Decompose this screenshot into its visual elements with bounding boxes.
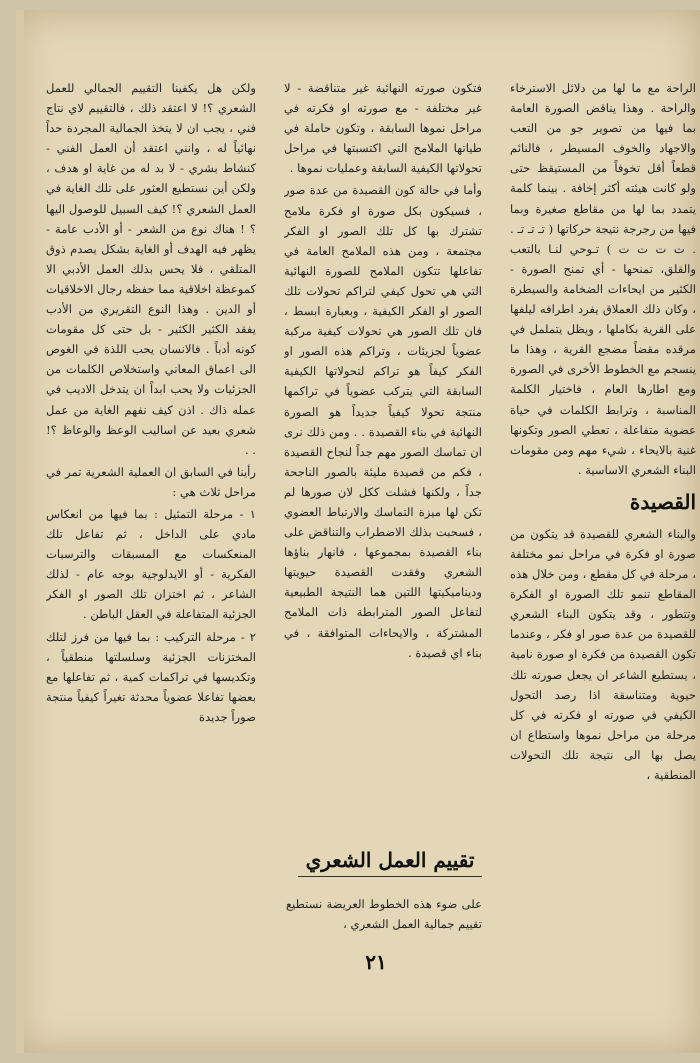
left-paragraph-1: ولكن هل يكفينا التقييم الجمالي للعمل الشعري ؟! لا اعتقد ذلك ، فالتقييم لاي نتاج فني ، يجب ان لا يتخذ الجمالية المجردة حداً نهائياً له ، وانني اعتقد أن العمل الفني - كنشاط بشري - لا بد له من غاية او هدف ، ولكن أين نستطيع العثور على تلك الغاية في العمل الشعري ؟! كيف السبيل للوصول اليها ؟ ! هناك نوع من الشعر - أو الأدب عامة - يظهر فيه الهدف أو الغاية بشكل يصدم ذوق المتلقي ، فلا يحس بذلك العمل الأدبي الا كموعظة اخلاقية مما حفظه رجال الاخلاقيات أو الدين . وهذا النوع التقريري من الأدب يفقد الكثير الكثير - بل حتى كل مقومات كونه أدباً . فالانسان يحب اللذة في الغوص الى اعماق المعاني واستخلاص الكلمات من الجزئيات ولا يحب ابداً ان يتدخل الاديب في عمله ذاك . اذن كيف نفهم الغاية من عمل شعري بعيد عن اساليب الوعظ والوعاظ ؟! . . bbox=[46, 81, 256, 457]
left-paragraph-3: ١ - مرحلة التمثيل : بما فيها من انعكاس مادي على الداخل ، ثم تفاعل تلك المنعكسات مع المسبقات والترسبات الفكرية - أو الايدلوجية بوجه عام - لذلك الشاعر ، ثم اختزان تلك الصور او الفكر الجزئية المتفاعلة في العقل الباطن . bbox=[46, 506, 256, 622]
page-number: ٢١ bbox=[365, 950, 387, 974]
page-edge bbox=[16, 10, 24, 1053]
left-paragraph-4: ٢ - مرحلة التركيب : بما فيها من فرز لتلك المختزنات الجزئية وسلسلتها منطقياً ، وتكديسها في تراكمات كمية ، ثم تفاعلها مع بعضها تفاعلا عضوياً محدثة تغيراً كيفياً منتجة صوراً جديدة bbox=[46, 629, 256, 724]
middle-paragraph-1: فتكون صورته النهائية غير متناقضة - لا غير مختلفة - مع صورته او فكرته في مراحل نموها السابقة ، وتكون حاملة في طياتها الملامح التي اكتسبتها في مراحل تحولاتها الكيفية السابقة وعمليات نموها . bbox=[284, 81, 482, 176]
section-heading-qasida: القصيدة bbox=[629, 489, 696, 514]
magazine-page bbox=[16, 10, 700, 1053]
right-paragraph-2: والبناء الشعري للقصيدة قد يتكون من صورة او فكرة في مراحل نمو مختلفة ، مرحلة في كل مقطع ، ومن خلال هذه المقاطع تنمو تلك الصورة او الفكرة وتتطور ، وقد يتكون البناء الشعري للقصيدة من عدة صور او فكر ، وعندما تكون القصيدة من فكرة او صورة نامية ، يستطيع الشاعر ان يجعل صورته تلك حيوية ومتناسقة اذا رصد التحول الكيفي في صورته او فكرته في كل مرحلة من مراحل نموها واستطاع ان يصل بها الى نتيجة تلك التحولات المنطقية ، bbox=[510, 526, 696, 782]
left-paragraph-2: رأينا في السابق ان العملية الشعرية تمر في مراحل ثلاث هي : bbox=[46, 464, 256, 499]
section-heading-evaluation: تقييم العمل الشعري bbox=[298, 848, 482, 877]
middle-paragraph-2: وأما في حالة كون القصيدة من عدة صور ، فسيكون بكل صورة او فكرة ملامح تشترك بها كل تلك الصور او الفكر مجتمعة ، ومن هذه الملامح العامة في تفاعلها تتكون الملامح للصورة النهائية التي هي تحول كيفي لتراكم تحولات تلك الصور او الفكر الكيفية ، وبعبارة ابسط ، فان تلك الصور هي تحولات كيفية مركبة عضوياً لجزيئات ، وتراكم هذه الصور او الفكر كيفاً هو تراكم لتحولاتها الكيفية السابقة التي يتركب عضوياً في تراكمها منتجة تحولا كيفياً جديداً هو الصورة النهائية في بناء القصيدة . . ومن ذلك نرى ان تماسك الصور مهم جداً لنجاح القصيدة ، فكم من قصيدة مليئة بالصور الناجحة جداً ، ولكنها فشلت ككل لان صورها لم تكن لها ميزة التماسك والارتباط العضوي ، فسحبت بذلك الاضطراب والتناقض على بناء القصيدة بمجموعها ، فانهار بناؤها الشعري وفقدت القصيدة حيويتها وديناميكيتها اللتين هما النتيجة الطبيعية لتفاعل الصور المترابطة ذات الملامح المشتركة ، والايحاءات المتوافقة ، في بناء اي قصيدة . bbox=[284, 183, 482, 660]
right-paragraph-1: الراحة مع ما لها من دلائل الاسترخاء والراحة . وهذا يناقض الصورة العامة بما فيها من تصوير جو من التعب والاجهاد والخوف المسيطر ، فالنائم قطعاً أقل تخوفاً من المستيقظ حتى ولو كانت هيئته أكثر إخافة . بينما كلمة يتمدد بما لها من مقاطع صغيرة وبما فيها من رجرجة نتيجة حركاتها ( تـ تـ تـ . . ت ت ت ت ) تـوحي لنـا بالتعب والقلق، تمنحها - أي تمنح الصورة - الكثير من ايحاءات الضخامة والسيطرة ، وكان ذلك العملاق يفرد اطرافه ليلفها على القرية بكاملها ، ويظل يتململ في مرقده مقضاً مضجع القرية ، وهذا ما ينسجم مع الخطوط الأخرى في الصورة ومع اطارها العام ، فاختيار الكلمة المناسبة ، وترابط الكلمات في حياة عضوية متفاعلة ، تعطي الصور وتكونها غنية بالايحاء ، شيء مهم ومن مقومات البناء الشعري الاساسية . bbox=[510, 81, 696, 477]
right-column bbox=[510, 78, 696, 978]
middle-column bbox=[284, 78, 482, 858]
middle-after-heading: على ضوء هذه الخطوط العريضة نستطيع تقييم جمالية العمل الشعري ، bbox=[286, 897, 482, 932]
left-column bbox=[46, 78, 256, 938]
